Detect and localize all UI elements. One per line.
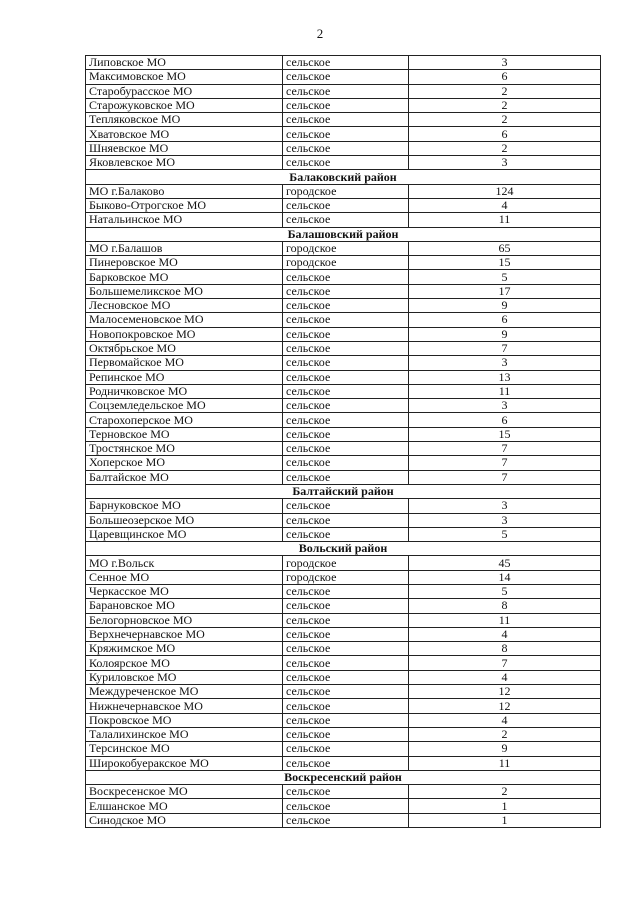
settlement-type: сельское (283, 70, 409, 84)
municipality-name: Тепляковское МО (86, 113, 283, 127)
table-row (86, 599, 601, 613)
municipality-name: Шняевское МО (86, 141, 283, 155)
table-row (86, 356, 601, 370)
municipality-name: Липовское МО (86, 56, 283, 70)
settlement-type: сельское (283, 470, 409, 484)
count-value: 4 (409, 198, 601, 212)
count-value: 1 (409, 799, 601, 813)
municipality-name: Талалихинское МО (86, 727, 283, 741)
municipality-name: Родничковское МО (86, 384, 283, 398)
table-row (86, 499, 601, 513)
municipality-name: Воскресенское МО (86, 785, 283, 799)
table-row (86, 284, 601, 298)
settlement-type: городское (283, 556, 409, 570)
settlement-type: городское (283, 241, 409, 255)
district-name: Вольский район (86, 542, 601, 556)
municipality-name: Большемеликское МО (86, 284, 283, 298)
settlement-type: сельское (283, 584, 409, 598)
table-body (86, 56, 601, 828)
table-row (86, 442, 601, 456)
count-value: 2 (409, 727, 601, 741)
municipality-name: Лесновское МО (86, 299, 283, 313)
table-row (86, 799, 601, 813)
settlement-type: сельское (283, 84, 409, 98)
settlement-type: сельское (283, 499, 409, 513)
settlement-type: городское (283, 256, 409, 270)
settlement-type: сельское (283, 799, 409, 813)
settlement-type: сельское (283, 513, 409, 527)
settlement-type: сельское (283, 284, 409, 298)
table-row (86, 84, 601, 98)
count-value: 4 (409, 627, 601, 641)
settlement-type: сельское (283, 198, 409, 212)
municipality-name: Верхнечернавское МО (86, 627, 283, 641)
municipality-name: Старохоперское МО (86, 413, 283, 427)
table-row (86, 642, 601, 656)
settlement-type: сельское (283, 384, 409, 398)
settlement-type: сельское (283, 613, 409, 627)
count-value: 5 (409, 584, 601, 598)
district-name: Воскресенский район (86, 770, 601, 784)
settlement-type: сельское (283, 785, 409, 799)
district-header-row (86, 770, 601, 784)
settlement-type: сельское (283, 442, 409, 456)
municipality-name: Хоперское МО (86, 456, 283, 470)
municipality-name: Натальинское МО (86, 213, 283, 227)
settlement-type: сельское (283, 670, 409, 684)
table-row (86, 313, 601, 327)
table-row (86, 156, 601, 170)
count-value: 5 (409, 527, 601, 541)
settlement-type: сельское (283, 456, 409, 470)
settlement-type: сельское (283, 713, 409, 727)
municipality-name: Терновское МО (86, 427, 283, 441)
table-row (86, 627, 601, 641)
count-value: 2 (409, 785, 601, 799)
table-row (86, 198, 601, 212)
count-value: 1 (409, 813, 601, 827)
count-value: 3 (409, 399, 601, 413)
settlement-type: сельское (283, 56, 409, 70)
count-value: 14 (409, 570, 601, 584)
settlement-type: сельское (283, 213, 409, 227)
municipality-name: Широкобуеракское МО (86, 756, 283, 770)
municipality-name: МО г.Балаково (86, 184, 283, 198)
table-row (86, 527, 601, 541)
table-row (86, 513, 601, 527)
count-value: 6 (409, 70, 601, 84)
municipality-name: Балтайское МО (86, 470, 283, 484)
settlement-type: сельское (283, 427, 409, 441)
district-name: Балтайский район (86, 484, 601, 498)
district-name: Балаковский район (86, 170, 601, 184)
count-value: 3 (409, 56, 601, 70)
count-value: 45 (409, 556, 601, 570)
municipality-name: Тростянское МО (86, 442, 283, 456)
table-row (86, 713, 601, 727)
municipality-name: Хватовское МО (86, 127, 283, 141)
count-value: 2 (409, 98, 601, 112)
count-value: 9 (409, 299, 601, 313)
settlement-type: сельское (283, 627, 409, 641)
municipality-name: Старобурасское МО (86, 84, 283, 98)
count-value: 12 (409, 699, 601, 713)
municipality-name: Первомайское МО (86, 356, 283, 370)
settlement-type: сельское (283, 141, 409, 155)
settlement-type: сельское (283, 399, 409, 413)
count-value: 11 (409, 756, 601, 770)
municipality-name: Нижнечернавское МО (86, 699, 283, 713)
municipality-name: Репинское МО (86, 370, 283, 384)
municipality-name: Яковлевское МО (86, 156, 283, 170)
count-value: 17 (409, 284, 601, 298)
table-row (86, 141, 601, 155)
settlement-type: сельское (283, 599, 409, 613)
count-value: 9 (409, 327, 601, 341)
table-row (86, 785, 601, 799)
settlement-type: сельское (283, 299, 409, 313)
table-row (86, 727, 601, 741)
table-row (86, 399, 601, 413)
settlement-type: сельское (283, 742, 409, 756)
municipality-name: Черкасское МО (86, 584, 283, 598)
settlement-type: городское (283, 570, 409, 584)
count-value: 7 (409, 470, 601, 484)
count-value: 3 (409, 513, 601, 527)
municipality-name: Барковское МО (86, 270, 283, 284)
municipality-name: Елшанское МО (86, 799, 283, 813)
municipality-name: Октябрьское МО (86, 341, 283, 355)
municipality-name: Соцземледельское МО (86, 399, 283, 413)
settlement-type: сельское (283, 656, 409, 670)
settlement-type: сельское (283, 370, 409, 384)
settlement-type: сельское (283, 127, 409, 141)
district-name: Балашовский район (86, 227, 601, 241)
table-row (86, 656, 601, 670)
municipality-name: Максимовское МО (86, 70, 283, 84)
count-value: 15 (409, 256, 601, 270)
count-value: 4 (409, 713, 601, 727)
table-row (86, 241, 601, 255)
settlement-type: городское (283, 184, 409, 198)
count-value: 7 (409, 456, 601, 470)
municipality-name: Большеозерское МО (86, 513, 283, 527)
settlement-type: сельское (283, 685, 409, 699)
table-row (86, 456, 601, 470)
table-row (86, 613, 601, 627)
table-row (86, 384, 601, 398)
count-value: 8 (409, 599, 601, 613)
table-row (86, 756, 601, 770)
table-row (86, 427, 601, 441)
settlement-type: сельское (283, 699, 409, 713)
settlement-type: сельское (283, 756, 409, 770)
count-value: 11 (409, 384, 601, 398)
municipality-name: Царевщинское МО (86, 527, 283, 541)
table-row (86, 70, 601, 84)
municipality-name: МО г.Балашов (86, 241, 283, 255)
table-row (86, 685, 601, 699)
table-row (86, 98, 601, 112)
municipality-name: Быково-Отрогское МО (86, 198, 283, 212)
settlement-type: сельское (283, 813, 409, 827)
municipality-table (85, 55, 601, 828)
table-row (86, 256, 601, 270)
count-value: 4 (409, 670, 601, 684)
count-value: 7 (409, 341, 601, 355)
municipality-name: Покровское МО (86, 713, 283, 727)
count-value: 12 (409, 685, 601, 699)
count-value: 13 (409, 370, 601, 384)
table-row (86, 813, 601, 827)
municipality-name: МО г.Вольск (86, 556, 283, 570)
table-row (86, 470, 601, 484)
district-header-row (86, 484, 601, 498)
settlement-type: сельское (283, 98, 409, 112)
settlement-type: сельское (283, 270, 409, 284)
page-number: 2 (316, 26, 324, 41)
table-row (86, 742, 601, 756)
count-value: 15 (409, 427, 601, 441)
table-row (86, 213, 601, 227)
district-header-row (86, 542, 601, 556)
count-value: 3 (409, 356, 601, 370)
table-row (86, 699, 601, 713)
settlement-type: сельское (283, 727, 409, 741)
table-row (86, 327, 601, 341)
table-row (86, 299, 601, 313)
municipality-name: Терсинское МО (86, 742, 283, 756)
table-row (86, 556, 601, 570)
count-value: 8 (409, 642, 601, 656)
settlement-type: сельское (283, 356, 409, 370)
table-row (86, 370, 601, 384)
settlement-type: сельское (283, 327, 409, 341)
table-row (86, 127, 601, 141)
table-row (86, 584, 601, 598)
table-row (86, 270, 601, 284)
count-value: 7 (409, 442, 601, 456)
district-header-row (86, 170, 601, 184)
count-value: 6 (409, 413, 601, 427)
count-value: 6 (409, 313, 601, 327)
table-row (86, 670, 601, 684)
settlement-type: сельское (283, 527, 409, 541)
municipality-name: Новопокровское МО (86, 327, 283, 341)
count-value: 124 (409, 184, 601, 198)
count-value: 2 (409, 84, 601, 98)
count-value: 65 (409, 241, 601, 255)
settlement-type: сельское (283, 341, 409, 355)
municipality-name: Колоярское МО (86, 656, 283, 670)
municipality-name: Синодское МО (86, 813, 283, 827)
count-value: 2 (409, 113, 601, 127)
settlement-type: сельское (283, 642, 409, 656)
settlement-type: сельское (283, 413, 409, 427)
count-value: 9 (409, 742, 601, 756)
count-value: 7 (409, 656, 601, 670)
table-row (86, 56, 601, 70)
table-row (86, 570, 601, 584)
municipality-name: Белогорновское МО (86, 613, 283, 627)
settlement-type: сельское (283, 113, 409, 127)
municipality-name: Пинеровское МО (86, 256, 283, 270)
count-value: 11 (409, 213, 601, 227)
table-row (86, 341, 601, 355)
count-value: 5 (409, 270, 601, 284)
count-value: 2 (409, 141, 601, 155)
municipality-name: Барановское МО (86, 599, 283, 613)
count-value: 11 (409, 613, 601, 627)
table-row (86, 184, 601, 198)
municipality-name: Сенное МО (86, 570, 283, 584)
table-row (86, 413, 601, 427)
count-value: 3 (409, 156, 601, 170)
municipality-name: Старожуковское МО (86, 98, 283, 112)
count-value: 6 (409, 127, 601, 141)
settlement-type: сельское (283, 313, 409, 327)
settlement-type: сельское (283, 156, 409, 170)
municipality-name: Куриловское МО (86, 670, 283, 684)
municipality-name: Малосеменовское МО (86, 313, 283, 327)
district-header-row (86, 227, 601, 241)
count-value: 3 (409, 499, 601, 513)
municipality-name: Междуреченское МО (86, 685, 283, 699)
municipality-name: Кряжимское МО (86, 642, 283, 656)
table-row (86, 113, 601, 127)
municipality-name: Барнуковское МО (86, 499, 283, 513)
